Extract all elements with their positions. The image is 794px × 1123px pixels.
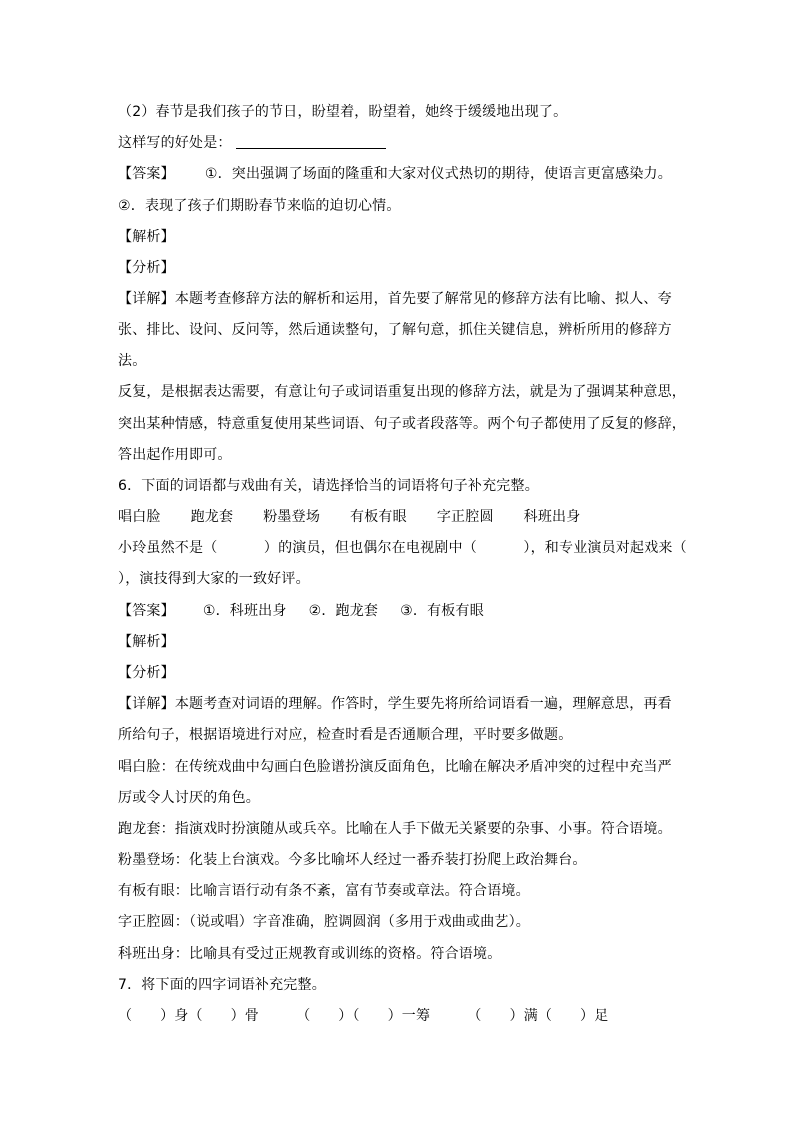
q5-detail-line2: 张、排比、设问、反问等，然后通读整句，了解句意，抓住关键信息，辨析所用的修辞方 <box>118 322 672 338</box>
q5-prompt-line <box>118 132 386 154</box>
detail-text: 本题考查修辞方法的解析和运用，首先要了解常见的修辞方法有比喻、拟人、夸 <box>174 291 672 307</box>
explanation-line: 跑龙套：指演戏时扮演随从或兵卒。比喻在人手下做无关紧要的杂事、小事。符合语境。 <box>118 821 672 837</box>
explanation-line: 有板有眼：比喻言语行动有条不紊，富有节奏或章法。符合语境。 <box>118 883 530 899</box>
analysis-label: 【解析】 <box>118 229 175 245</box>
q6-detail-line1 <box>118 693 672 715</box>
q6-word-list <box>118 506 610 528</box>
detail-label: 【详解】 <box>118 291 175 307</box>
q7-blanks-line: （ ）身（ ）骨 （ ）（ ）一筹 （ ）满（ ）足 <box>118 1008 609 1024</box>
q5-answer-line2: ②．表现了孩子们期盼春节来临的迫切心情。 <box>118 198 401 214</box>
word-item: 字正腔圆 <box>436 509 494 525</box>
q7-title: 7．将下面的四字词语补充完整。 <box>118 977 326 993</box>
explanation-line: 唱白脸：在传统戏曲中勾画白色脸谱扮演反面角色，比喻在解决矛盾冲突的过程中充当严 <box>118 759 672 775</box>
explanation-line: 字正腔圆：（说或唱）字音准确，腔调圆润（多用于戏曲或曲艺）。 <box>118 914 530 930</box>
q5-answer-line1 <box>118 163 672 185</box>
explanation-line: 厉或令人讨厌的角色。 <box>118 790 260 806</box>
q5-prompt: 这样写的好处是： <box>118 135 232 151</box>
answer-label: 【答案】 <box>118 166 175 182</box>
q5-detail-line1 <box>118 288 672 310</box>
explanation-line: 粉墨登场：化装上台演戏。今多比喻坏人经过一番乔装打扮爬上政治舞台。 <box>118 852 587 868</box>
q6-title: 6．下面的词语都与戏曲有关，请选择恰当的词语将句子补充完整。 <box>118 478 539 494</box>
q6-sentence-line1: 小玲虽然不是（ ）的演员，但也偶尔在电视剧中（ ），和专业演员对起戏来（ <box>118 540 687 556</box>
answer-item: ②．跑龙套 <box>308 603 379 619</box>
q6-detail-line2: 所给句子，根据语境进行对应，检查时看是否通顺合理，平时要多做题。 <box>118 727 573 743</box>
q6-sentence-line2: ），演技得到大家的一致好评。 <box>118 571 310 587</box>
detail-label: 【详解】 <box>118 696 175 712</box>
answer-item: ①．科班出身 <box>202 603 287 619</box>
q5-part2-sentence: （2）春节是我们孩子的节日，盼望着，盼望着，她终于缓缓地出现了。 <box>118 104 568 120</box>
q5-detail-line4: 反复，是根据表达需要，有意让句子或词语重复出现的修辞方法，就是为了强调某种意思， <box>118 384 686 400</box>
analysis-label: 【解析】 <box>118 634 175 650</box>
q6-answer-line <box>118 600 506 622</box>
fenxi-label: 【分析】 <box>118 260 175 276</box>
detail-text: 本题考查对词语的理解。作答时，学生要先将所给词语看一遍，理解意思，再看 <box>174 696 672 712</box>
word-item: 粉墨登场 <box>263 509 321 525</box>
answer-blank-underline <box>236 134 386 149</box>
word-item: 跑龙套 <box>190 509 234 525</box>
q5-detail-line5: 突出某种情感，特意重复使用某些词语、句子或者段落等。两个句子都使用了反复的修辞， <box>118 416 686 432</box>
explanation-line: 科班出身：比喻具有受过正规教育或训练的资格。符合语境。 <box>118 946 502 962</box>
fenxi-label: 【分析】 <box>118 665 175 681</box>
word-item: 有板有眼 <box>350 509 407 525</box>
answer-text: ①．突出强调了场面的隆重和大家对仪式热切的期待，使语言更富感染力。 <box>204 166 672 182</box>
answer-item: ③．有板有眼 <box>400 603 484 619</box>
word-item: 唱白脸 <box>118 509 161 525</box>
answer-label: 【答案】 <box>118 603 175 619</box>
q5-detail-line3: 法。 <box>118 353 147 369</box>
q5-detail-line6: 答出起作用即可。 <box>118 447 232 463</box>
word-item: 科班出身 <box>523 509 581 525</box>
